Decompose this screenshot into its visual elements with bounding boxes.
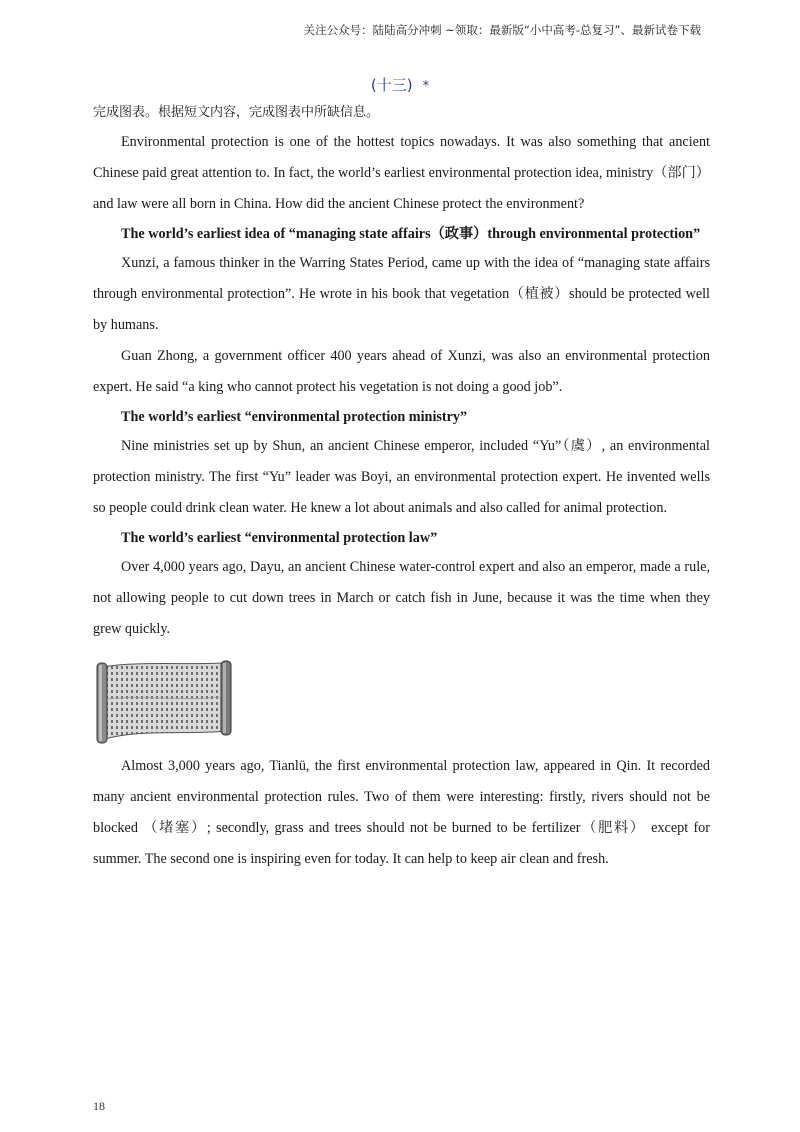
intro-paragraph: Environmental protection is one of the hottest topics nowadays. It was also something that ancient Chinese paid great attention to. In fact, the world’s earliest environmental protection idea, ministry（部门）and law were all born in China. How did the ancient Chinese protect the environment?	[93, 134, 710, 212]
paragraph-guan-zhong: Guan Zhong, a government officer 400 years ahead of Xunzi, was also an environmental protection expert. He said “a king who cannot protect his vegetation is not doing a good job”.	[93, 348, 710, 395]
page-header: 关注公众号：陆陆高分冲刺 ~领取：最新版“小中高考-总复习”、最新试卷下载	[303, 23, 701, 37]
paragraph-xunzi: Xunzi, a famous thinker in the Warring States Period, came up with the idea of “managing state affairs through environmental protection”. He wrote in his book that vegetation（植被）should be protected well by humans.	[93, 255, 710, 333]
ancient-scroll-image	[95, 659, 235, 749]
heading-earliest-law: The world’s earliest “environmental protection law”	[121, 530, 438, 546]
heading-earliest-ministry: The world’s earliest “environmental protection ministry”	[121, 409, 468, 425]
paragraph-yu-ministry: Nine ministries set up by Shun, an ancient Chinese emperor, included “Yu”（虞）, an environmental protection ministry. The first “Yu” leader was Boyi, an environmental protection expert. He invented wells so people could drink clean water. He knew a lot about animals and also called for animal protection.	[93, 438, 710, 516]
section-number: (十三)	[370, 76, 413, 94]
scroll-illustration	[93, 645, 710, 751]
heading-earliest-idea: The world’s earliest idea of “managing state affairs（政事）through environmental protection”	[121, 226, 701, 242]
page-number: 18	[93, 1099, 105, 1113]
paragraph-dayu: Over 4,000 years ago, Dayu, an ancient Chinese water-control expert and also an emperor, made a rule, not allowing people to cut down trees in March or catch fish in June, because it was the time when they grew quickly.	[93, 559, 710, 637]
paragraph-tianlu: Almost 3,000 years ago, Tianlü, the first environmental protection law, appeared in Qin. It recorded many ancient environmental protection rules. Two of them were interesting: firstly, rivers should not be blocked （堵塞）; secondly, grass and trees should not be burned to be fertilizer（肥料） except for summer. The second one is inspiring even for today. It can help to keep air clean and fresh.	[93, 758, 710, 867]
document-body	[93, 99, 710, 875]
instruction: 完成图表。根据短文内容，完成图表中所缺信息。	[93, 105, 380, 120]
star-mark: *	[422, 79, 430, 94]
section-title	[0, 74, 800, 95]
